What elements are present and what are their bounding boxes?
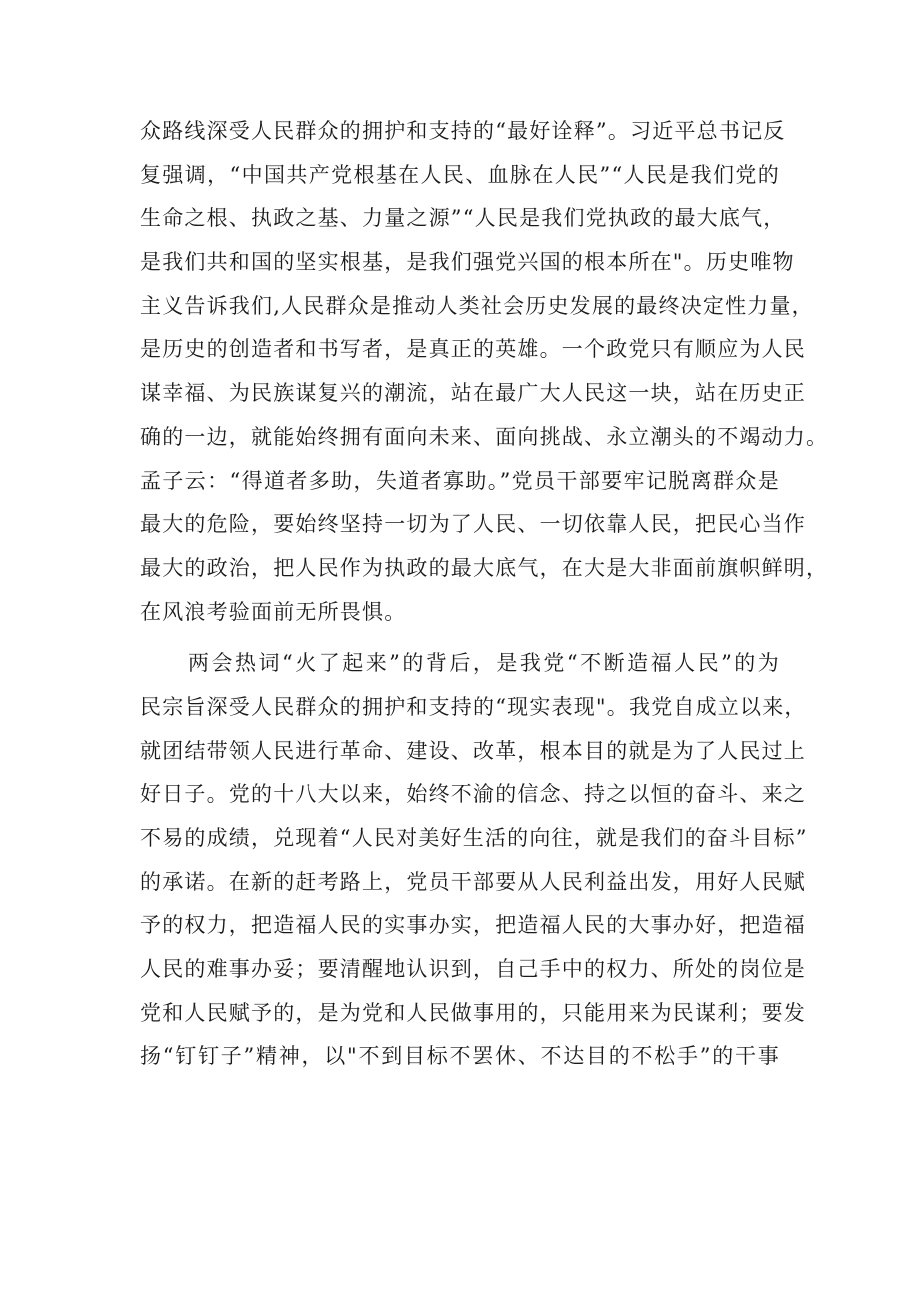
text-line: 是我们共和国的坚实根基，是我们强党兴国的根本所在"。历史唯物 <box>140 250 795 275</box>
text-line: 最大的危险，要始终坚持一切为了人民、一切依靠人民，把民心当作 <box>140 512 806 537</box>
text-line: 两会热词“火了起来”的背后，是我党“不断造福人民”的为 <box>188 651 780 676</box>
text-line: 孟子云：“得道者多助，失道者寡助。”党员干部要牢记脱离群众是 <box>140 468 780 493</box>
text-line: 确的一边，就能始终拥有面向未来、面向挑战、永立潮头的不竭动力。 <box>140 424 829 449</box>
text-line: 是历史的创造者和书写者，是真正的英雄。一个政党只有顺应为人民 <box>140 337 806 362</box>
text-line: 扬“钉钉子”精神，以"不到目标不罢休、不达目的不松手”的干事 <box>140 1044 780 1069</box>
text-line: 就团结带领人民进行革命、建设、改革，根本目的就是为了人民过上 <box>140 738 806 763</box>
text-line: 党和人民赋予的，是为党和人民做事用的，只能用来为民谋利；要发 <box>140 1000 806 1025</box>
text-line: 人民的难事办妥；要清醒地认识到，自己手中的权力、所处的岗位是 <box>140 957 806 982</box>
text-line: 最大的政治，把人民作为执政的最大底气，在大是大非面前旗帜鲜明， <box>140 555 829 580</box>
text-line: 主义告诉我们,人民群众是推动人类社会历史发展的最终决定性力量， <box>140 293 814 318</box>
text-line: 生命之根、执政之基、力量之源”“人民是我们党执政的最大底气， <box>140 206 786 231</box>
text-line: 的承诺。在新的赶考路上，党员干部要从人民利益出发，用好人民赋 <box>140 869 806 894</box>
text-line: 谋幸福、为民族谋复兴的潮流，站在最广大人民这一块，站在历史正 <box>140 381 806 406</box>
document-body <box>140 110 829 1079</box>
text-line: 民宗旨深受人民群众的拥护和支持的“现实表现"。我党自成立以来， <box>140 694 807 719</box>
text-line: 不易的成绩，兑现着“人民对美好生活的向往，就是我们的奋斗目标” <box>140 826 808 850</box>
text-line: 予的权力，把造福人民的实事办实，把造福人民的大事办好，把造福 <box>140 913 806 938</box>
text-line: 好日子。党的十八大以来，始终不渝的信念、持之以恒的奋斗、来之 <box>140 782 806 807</box>
text-line: 众路线深受人民群众的拥护和支持的“最好诠释”。习近平总书记反 <box>140 119 786 143</box>
text-line: 在风浪考验面前无所畏惧。 <box>140 599 407 624</box>
text-line: 复强调，“中国共产党根基在人民、血脉在人民”“人民是我们党的 <box>140 162 780 187</box>
paragraph-2 <box>140 642 808 1079</box>
paragraph-gap <box>140 634 780 642</box>
paragraph-1 <box>140 110 829 634</box>
